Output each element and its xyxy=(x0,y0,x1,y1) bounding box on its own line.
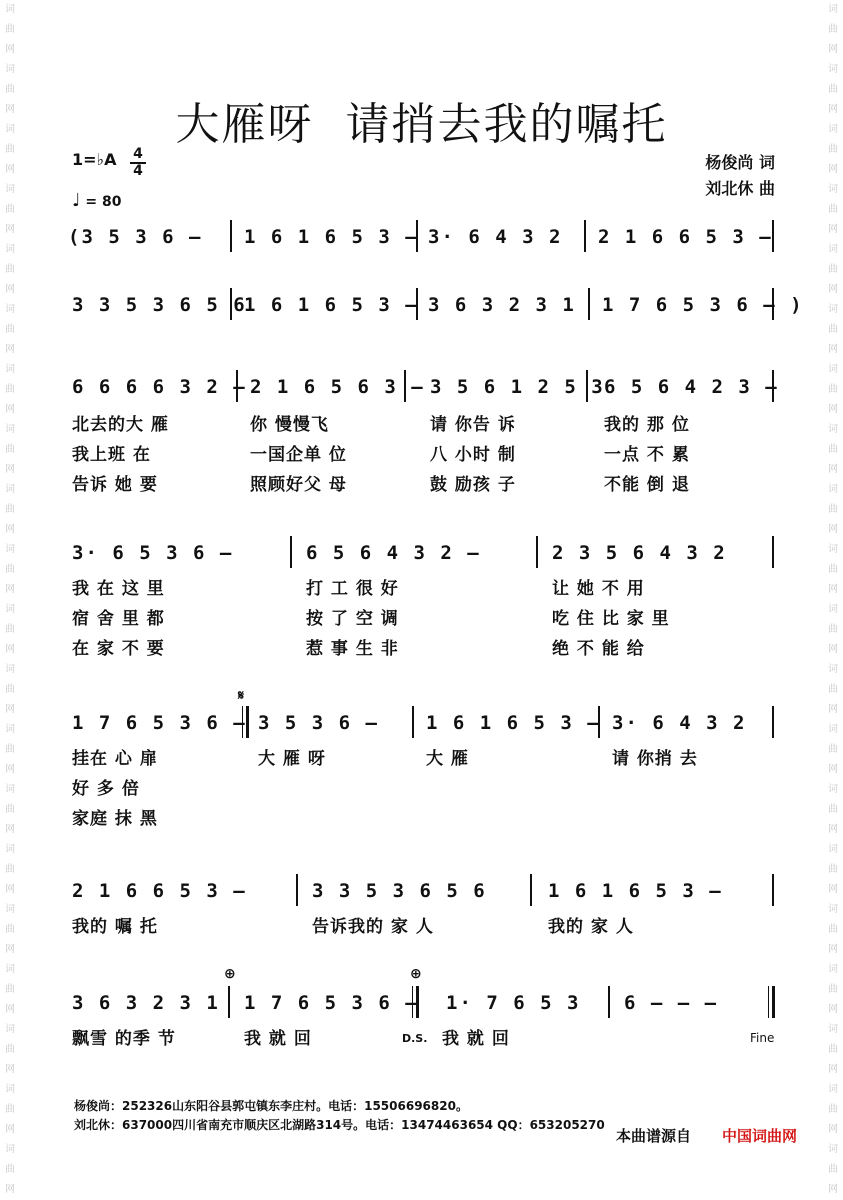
lyric: 请 你告 诉 xyxy=(430,415,516,435)
barline xyxy=(530,874,532,906)
watermark-left: 词曲网词曲网词曲网词曲网词曲网词曲网词曲网词曲网词曲网词曲网词曲网词曲网词曲网词曲网词曲网词曲网词曲网词曲网词曲网词曲网 xyxy=(5,4,15,1195)
measure: 6 6 6 6 3 2 – xyxy=(72,376,247,398)
key-signature: 1=♭A xyxy=(72,150,117,169)
measure: 2 1 6 5 6 3 – xyxy=(250,376,425,398)
lyric-line xyxy=(68,1024,780,1048)
barline xyxy=(584,220,586,252)
lyric: 好 多 倍 xyxy=(72,779,140,799)
measure: 2 1 6 6 5 3 – xyxy=(598,226,773,248)
ds-marking: D.S. xyxy=(402,1032,428,1045)
segno-icon: 𝄋 xyxy=(238,688,245,704)
score-row-4 xyxy=(68,542,780,568)
barline xyxy=(296,874,298,906)
measure: 1 7 6 5 3 6 – xyxy=(72,712,247,734)
time-signature xyxy=(130,147,146,179)
barline xyxy=(228,986,230,1018)
lyric-line xyxy=(68,470,780,494)
measure: 1 7 6 5 3 6 – xyxy=(244,992,419,1014)
lyric: 我 在 这 里 xyxy=(72,579,165,599)
site-link[interactable]: 中国词曲网 xyxy=(722,1127,798,1145)
lyric-line xyxy=(68,574,780,598)
lyric: 鼓 励孩 子 xyxy=(430,475,516,495)
score-row-1 xyxy=(68,226,780,252)
lyric: 一点 不 累 xyxy=(604,445,690,465)
lyric: 让 她 不 用 xyxy=(552,579,645,599)
barline xyxy=(290,536,292,568)
watermark-right: 词曲网词曲网词曲网词曲网词曲网词曲网词曲网词曲网词曲网词曲网词曲网词曲网词曲网词曲网词曲网词曲网词曲网词曲网词曲网词曲网 xyxy=(828,4,838,1195)
lyric: 我 就 回 xyxy=(244,1029,312,1049)
measure: 1 6 1 6 5 3 – xyxy=(426,712,601,734)
lyric: 一国企单 位 xyxy=(250,445,347,465)
lyric-line xyxy=(68,744,780,768)
measure: 1 6 1 6 5 3 – xyxy=(244,294,419,316)
lyric: 绝 不 能 给 xyxy=(552,639,645,659)
lyric-line xyxy=(68,634,780,658)
coda-icon: ⊕ xyxy=(224,966,236,982)
lyric: 打 工 很 好 xyxy=(306,579,399,599)
measure: 1 6 1 6 5 3 – xyxy=(548,880,723,902)
lyric: 我的 家 人 xyxy=(548,917,634,937)
measure: 3 6 3 2 3 1 xyxy=(72,992,220,1014)
barline xyxy=(772,370,774,402)
score-row-6 xyxy=(68,880,780,906)
fine-marking: Fine xyxy=(750,1031,775,1045)
measure: 3· 6 4 3 2 xyxy=(428,226,563,248)
measure: 3 5 3 6 – xyxy=(258,712,379,734)
double-barline xyxy=(412,986,419,1018)
lyric: 照顾好父 母 xyxy=(250,475,347,495)
measure: 6 – – – xyxy=(624,992,719,1014)
measure: 3 3 5 3 6 5 6 xyxy=(72,294,247,316)
tempo-marking xyxy=(72,190,121,211)
time-bottom: 4 xyxy=(130,162,146,179)
lyric: 不能 倒 退 xyxy=(604,475,690,495)
score-row-2 xyxy=(68,294,804,320)
lyric-line xyxy=(68,912,780,936)
lyric: 八 小时 制 xyxy=(430,445,516,465)
lyric-line xyxy=(68,804,780,828)
lyric: 在 家 不 要 xyxy=(72,639,165,659)
lyricist-contact: 杨俊尚：252326山东阳谷县郭屯镇东李庄村。电话：15506696820。 xyxy=(74,1099,468,1113)
lyric: 我的 嘱 托 xyxy=(72,917,158,937)
lyric: 飘雪 的季 节 xyxy=(72,1029,176,1049)
measure: 1· 7 6 5 3 xyxy=(446,992,581,1014)
lyric: 告诉我的 家 人 xyxy=(312,917,434,937)
measure: 2 1 6 6 5 3 – xyxy=(72,880,247,902)
barline xyxy=(598,706,600,738)
lyric: 按 了 空 调 xyxy=(306,609,399,629)
barline xyxy=(416,220,418,252)
barline xyxy=(772,874,774,906)
lyric: 北去的大 雁 xyxy=(72,415,169,435)
lyric: 请 你捎 去 xyxy=(612,749,698,769)
lyric: 我 就 回 xyxy=(442,1029,510,1049)
barline xyxy=(536,536,538,568)
barline xyxy=(772,288,774,320)
source-label: 本曲谱源自 xyxy=(612,1125,695,1146)
lyric: 我上班 在 xyxy=(72,445,151,465)
barline xyxy=(772,536,774,568)
lyric: 大 雁 xyxy=(426,749,469,769)
measure: 1 6 1 6 5 3 – xyxy=(244,226,419,248)
lyric: 吃 住 比 家 里 xyxy=(552,609,670,629)
measure: 2 3 5 6 4 3 2 xyxy=(552,542,727,564)
barline xyxy=(608,986,610,1018)
lyric-line xyxy=(68,440,780,464)
lyricist-credit: 杨俊尚 词 xyxy=(705,153,775,172)
score-row-7 xyxy=(68,992,780,1018)
measure: 3 3 5 3 6 5 6 xyxy=(312,880,487,902)
barline xyxy=(586,370,588,402)
tempo-value: = 80 xyxy=(85,194,122,210)
measure: 6 5 6 4 3 2 – xyxy=(306,542,481,564)
lyric-line xyxy=(68,410,780,434)
barline xyxy=(416,288,418,320)
barline xyxy=(404,370,406,402)
barline xyxy=(236,370,238,402)
lyric: 告诉 她 要 xyxy=(72,475,158,495)
measure: (3 5 3 6 – xyxy=(68,226,203,248)
lyric: 挂在 心 扉 xyxy=(72,749,158,769)
composer-credit: 刘北休 曲 xyxy=(705,179,775,198)
lyric: 我的 那 位 xyxy=(604,415,690,435)
measure: 1 7 6 5 3 6 – ) xyxy=(602,294,804,316)
lyric: 惹 事 生 非 xyxy=(306,639,399,659)
coda-icon: ⊕ xyxy=(410,966,422,982)
lyric: 你 慢慢飞 xyxy=(250,415,329,435)
barline xyxy=(772,706,774,738)
score-row-5 xyxy=(68,712,780,738)
lyric-line xyxy=(68,604,780,628)
lyric: 大 雁 呀 xyxy=(258,749,326,769)
song-title: 大雁呀 请捎去我的嘱托 xyxy=(175,99,668,150)
measure: 6 5 6 4 2 3 – xyxy=(604,376,779,398)
measure: 3 5 6 1 2 5 3 xyxy=(430,376,605,398)
repeat-barline xyxy=(242,706,249,738)
composer-contact: 刘北休：637000四川省南充市顺庆区北湖路314号。电话：13474463654 QQ：653205270 xyxy=(74,1118,605,1132)
final-barline xyxy=(768,986,775,1018)
lyric-line xyxy=(68,774,780,798)
barline xyxy=(772,220,774,252)
measure: 3· 6 5 3 6 – xyxy=(72,542,234,564)
measure: 3· 6 4 3 2 xyxy=(612,712,747,734)
quarter-note-icon: ♩ xyxy=(72,190,81,211)
barline xyxy=(230,220,232,252)
score-row-3 xyxy=(68,376,780,402)
barline xyxy=(588,288,590,320)
barline xyxy=(230,288,232,320)
lyric: 宿 舍 里 都 xyxy=(72,609,165,629)
time-top: 4 xyxy=(133,146,143,162)
measure: 3 6 3 2 3 1 xyxy=(428,294,576,316)
lyric: 家庭 抹 黑 xyxy=(72,809,158,829)
barline xyxy=(412,706,414,738)
